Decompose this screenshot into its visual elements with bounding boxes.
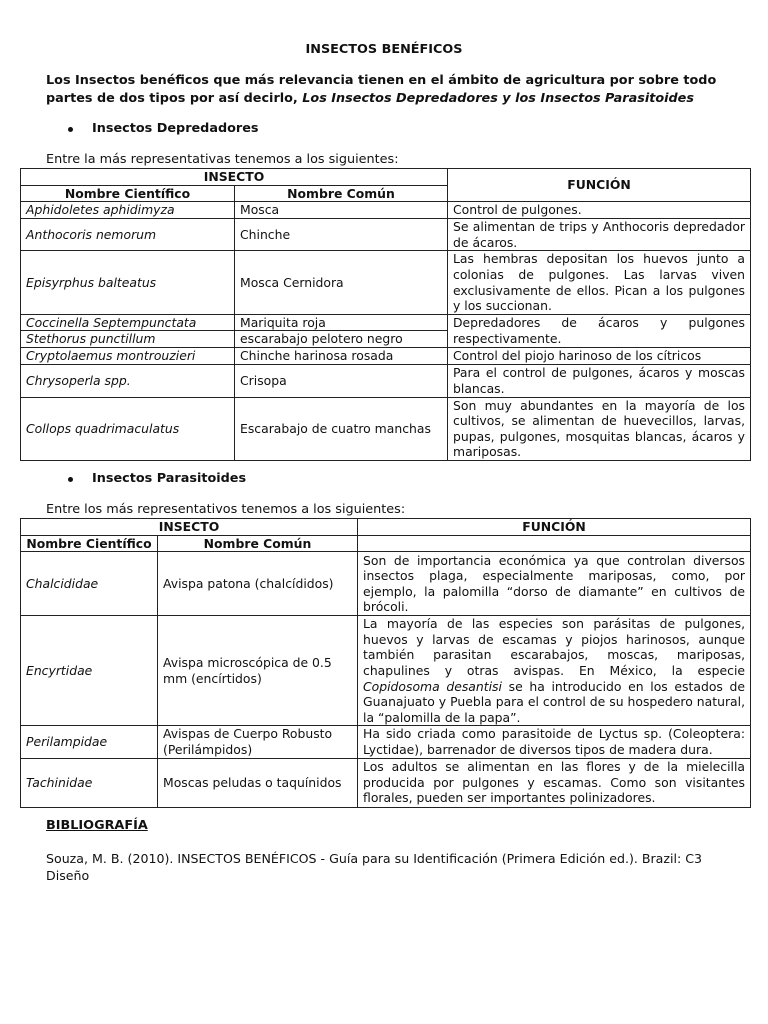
section-lead-parasitoides: Entre los más representativos tenemos a los siguientes:	[46, 502, 406, 517]
scientific-name: Encyrtidae	[21, 616, 158, 726]
common-name: Crisopa	[235, 364, 448, 397]
bibliography-heading: BIBLIOGRAFÍA	[46, 818, 148, 833]
scientific-name: Perilampidae	[21, 726, 158, 758]
table-header-common: Nombre Común	[235, 185, 448, 202]
common-name: Avispa microscópica de 0.5 mm (encírtidos)	[158, 616, 358, 726]
table-header-common: Nombre Común	[158, 535, 358, 552]
bullet-icon	[68, 127, 73, 132]
table-row	[21, 552, 751, 616]
function-cell: Para el control de pulgones, ácaros y moscas blancas.	[448, 364, 751, 397]
table-row	[21, 347, 751, 364]
table-row	[21, 202, 751, 219]
section-heading-depredadores	[72, 121, 259, 136]
function-cell: Se alimentan de trips y Anthocoris depredador de ácaros.	[448, 219, 751, 251]
function-cell: Depredadores de ácaros y pulgones respectivamente.	[448, 314, 751, 347]
table-row	[21, 616, 751, 726]
parasitoids-table	[20, 518, 751, 808]
scientific-name: Episyrphus balteatus	[21, 251, 235, 314]
function-cell	[358, 616, 751, 726]
scientific-name: Tachinidae	[21, 758, 158, 807]
table-header-function: FUNCIÓN	[358, 519, 751, 536]
scientific-name: Chrysoperla spp.	[21, 364, 235, 397]
empty-header-cell	[358, 535, 751, 552]
common-name: Mosca Cernidora	[235, 251, 448, 314]
table-row	[21, 251, 751, 314]
section-heading-text: Insectos Depredadores	[92, 121, 259, 136]
scientific-name: Chalcididae	[21, 552, 158, 616]
common-name: Mosca	[235, 202, 448, 219]
intro-emphasis: Los Insectos Depredadores y los Insectos Parasitoides	[302, 91, 694, 106]
intro-text: Los Insectos benéficos que más relevancia tienen en el ámbito de agricultura por sobre todo partes de dos tipos por así decirlo,	[46, 73, 717, 106]
function-cell: Las hembras depositan los huevos junto a colonias de pulgones. Las larvas viven exclusivamente de ellos. Pican a los pulgones y los succionan.	[448, 251, 751, 314]
common-name: Chinche	[235, 219, 448, 251]
table-row	[21, 314, 751, 331]
table-row	[21, 726, 751, 758]
scientific-name: Collops quadrimaculatus	[21, 397, 235, 460]
table-header-function: FUNCIÓN	[448, 169, 751, 202]
common-name: Chinche harinosa rosada	[235, 347, 448, 364]
scientific-name: Anthocoris nemorum	[21, 219, 235, 251]
section-lead-depredadores: Entre la más representativas tenemos a los siguientes:	[46, 152, 399, 167]
bullet-icon	[68, 477, 73, 482]
function-cell: Ha sido criada como parasitoide de Lyctus sp. (Coleoptera: Lyctidae), barrenador de diversos tipos de madera dura.	[358, 726, 751, 758]
function-text: se ha introducido en los estados de Guanajuato y Puebla para el control de su hospedero natural, la “palomilla de la papa”.	[363, 678, 746, 725]
common-name: Mariquita roja	[235, 314, 448, 331]
function-cell: Son de importancia económica ya que controlan diversos insectos plaga, especialmente mariposas, como, por ejemplo, la palomilla “dorso de diamante” en cultivos de brócoli.	[358, 552, 751, 616]
document-title: INSECTOS BENÉFICOS	[305, 42, 463, 57]
table-row	[21, 758, 751, 807]
common-name: Avispas de Cuerpo Robusto (Perilámpidos)	[158, 726, 358, 758]
scientific-name: Coccinella Septempunctata	[21, 314, 235, 331]
intro-paragraph	[46, 72, 736, 108]
table-header-scientific: Nombre Científico	[21, 535, 158, 552]
common-name: escarabajo pelotero negro	[235, 331, 448, 348]
table-group-header: INSECTO	[21, 519, 358, 536]
function-cell: Control del piojo harinoso de los cítricos	[448, 347, 751, 364]
section-heading-text: Insectos Parasitoides	[92, 471, 247, 486]
common-name: Avispa patona (chalcídidos)	[158, 552, 358, 616]
table-row	[21, 219, 751, 251]
predators-table	[20, 168, 751, 461]
function-cell: Control de pulgones.	[448, 202, 751, 219]
common-name: Escarabajo de cuatro manchas	[235, 397, 448, 460]
function-species: Copidosoma desantisi	[363, 678, 502, 694]
section-heading-parasitoides	[72, 471, 246, 486]
scientific-name: Stethorus punctillum	[21, 331, 235, 348]
bibliography-entry: Souza, M. B. (2010). INSECTOS BENÉFICOS - Guía para su Identificación (Primera Edición ed.). Brazil: C3 Diseño	[46, 851, 703, 883]
table-row	[21, 397, 751, 460]
scientific-name: Aphidoletes aphidimyza	[21, 202, 235, 219]
table-group-header: INSECTO	[21, 169, 448, 186]
common-name: Moscas peludas o taquínidos	[158, 758, 358, 807]
function-cell: Son muy abundantes en la mayoría de los cultivos, se alimentan de huevecillos, larvas, pupas, pulgones, mosquitas blancas, ácaros y mariposas.	[448, 397, 751, 460]
table-header-scientific: Nombre Científico	[21, 185, 235, 202]
table-row	[21, 364, 751, 397]
function-cell: Los adultos se alimentan en las flores y de la mielecilla producida por pulgones y escamas. Como son visitantes florales, pueden ser importantes polinizadores.	[358, 758, 751, 807]
function-text: La mayoría de las especies son parásitas de pulgones, huevos y larvas de escamas y piojos harinosos, aunque también parasitan escarabajos, moscas, mariposas, chapulines y otras avispas. En México, la especie	[363, 616, 746, 678]
scientific-name: Cryptolaemus montrouzieri	[21, 347, 235, 364]
